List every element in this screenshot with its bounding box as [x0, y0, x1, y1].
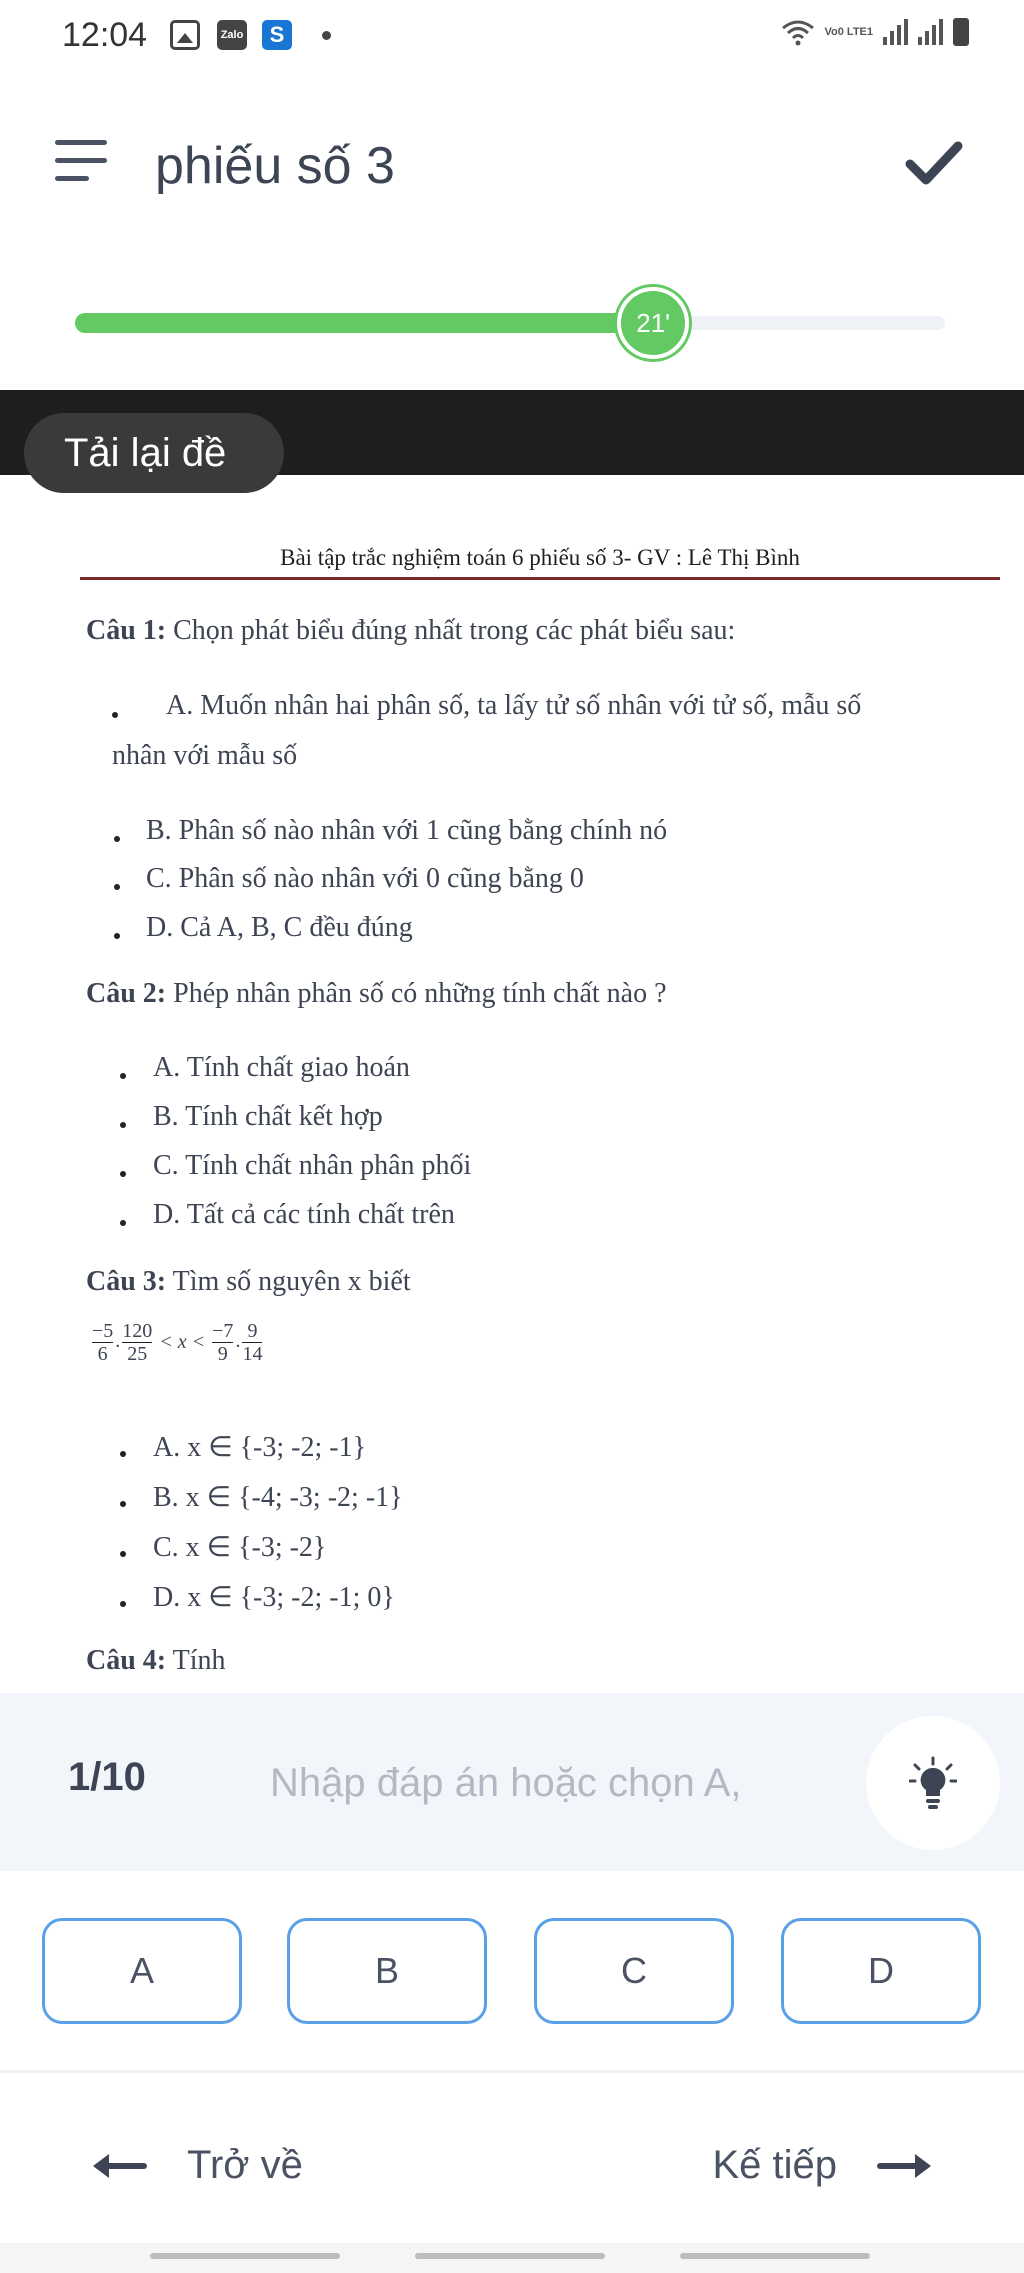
fraction: $\frac{-5}{6}$ — [92, 1320, 114, 1365]
zalo-icon: Zalo — [217, 20, 247, 50]
menu-icon[interactable] — [55, 140, 111, 184]
bullet — [112, 712, 118, 718]
option-a: A. Muốn nhân hai phân số, ta lấy tử số nhân với tử số, mẫu số — [166, 690, 862, 721]
question-text: Tìm số nguyên x biết — [172, 1266, 411, 1297]
fraction: $\frac{9}{14}$ — [242, 1320, 263, 1365]
option-a: A. Tính chất giao hoán — [153, 1052, 410, 1083]
bullet — [114, 884, 120, 890]
back-label: Trở về — [187, 2143, 303, 2187]
timer-progress — [75, 310, 945, 336]
answer-input[interactable] — [270, 1748, 830, 1818]
arrow-left-icon — [95, 2163, 147, 2169]
question-label: Câu 2: — [86, 978, 167, 1009]
status-right — [781, 18, 970, 46]
hint-button[interactable] — [866, 1716, 1000, 1850]
option-d: D. Tất cả các tính chất trên — [153, 1199, 455, 1230]
question-label: Câu 4: — [86, 1645, 167, 1676]
reload-button[interactable]: Tải lại đề — [24, 413, 284, 493]
question-counter: 1/10 — [68, 1755, 146, 1799]
question-text: Tính — [172, 1645, 226, 1676]
bullet — [120, 1073, 126, 1079]
progress-fill — [75, 313, 649, 333]
document-header: Bài tập trắc nghiệm toán 6 phiếu số 3- GV : Lê Thị Bình — [80, 545, 1000, 580]
exercise-document — [80, 545, 1000, 580]
option-b: B. Tính chất kết hợp — [153, 1101, 383, 1132]
fraction: $\frac{120}{25}$ — [122, 1320, 153, 1365]
bullet — [114, 933, 120, 939]
wifi-icon — [781, 18, 815, 46]
option-b: B. x ∈ {-4; -3; -2; -1} — [153, 1482, 403, 1513]
question-label: Câu 3: — [86, 1266, 167, 1297]
lte-icon: Vo0 LTE1 — [824, 26, 873, 38]
lightbulb-icon — [909, 1756, 957, 1812]
status-time: 12:04 — [62, 16, 148, 54]
choice-d-button[interactable]: D — [781, 1918, 981, 2024]
bullet — [120, 1220, 126, 1226]
option-c: C. Tính chất nhân phân phối — [153, 1150, 472, 1181]
inequality-middle: < x < — [159, 1331, 206, 1353]
back-button[interactable] — [95, 2143, 303, 2188]
next-label: Kế tiếp — [712, 2143, 837, 2187]
option-c: C. x ∈ {-3; -2} — [153, 1532, 327, 1563]
next-button[interactable] — [712, 2143, 929, 2188]
question-text: Chọn phát biểu đúng nhất trong các phát biểu sau: — [173, 615, 736, 646]
check-icon[interactable] — [904, 138, 964, 188]
timer-badge: 21' — [617, 287, 689, 359]
status-bar — [0, 0, 1024, 70]
option-b: B. Phân số nào nhân với 1 cũng bằng chính nó — [146, 815, 668, 846]
question-text: Phép nhân phân số có những tính chất nào ? — [173, 978, 667, 1009]
notification-dot-icon — [322, 31, 331, 40]
choice-c-button[interactable]: C — [534, 1918, 734, 2024]
inequality-formula: $\frac{-5}{6}$ . $\frac{120}{25}$ < x < $\frac{-7}{9}$ . $\frac{9}{14}$ — [92, 1320, 263, 1365]
answer-bar — [0, 1693, 1024, 1871]
s-app-icon: S — [262, 20, 292, 50]
choice-b-button[interactable]: B — [287, 1918, 487, 2024]
bullet — [120, 1122, 126, 1128]
page-title: phiếu số 3 — [155, 137, 395, 195]
bullet — [120, 1601, 126, 1607]
gesture-bar — [0, 2243, 1024, 2273]
option-d: D. Cả A, B, C đều đúng — [146, 912, 413, 943]
arrow-right-icon — [877, 2163, 929, 2169]
signal-icon — [883, 19, 908, 45]
bullet — [120, 1171, 126, 1177]
bullet — [120, 1451, 126, 1457]
gallery-icon — [170, 20, 200, 50]
question-label: Câu 1: — [86, 615, 167, 646]
option-d: D. x ∈ {-3; -2; -1; 0} — [153, 1582, 395, 1613]
bottom-nav — [0, 2073, 1024, 2243]
bullet — [120, 1501, 126, 1507]
app-bar — [0, 100, 1024, 230]
option-c: C. Phân số nào nhân với 0 cũng bằng 0 — [146, 863, 584, 894]
bullet — [114, 836, 120, 842]
signal-icon-2 — [918, 19, 943, 45]
choice-buttons — [0, 1871, 1024, 2066]
battery-icon — [953, 18, 969, 46]
option-a: A. x ∈ {-3; -2; -1} — [153, 1432, 367, 1463]
fraction: $\frac{-7}{9}$ — [212, 1320, 234, 1365]
option-a-continued: nhân với mẫu số — [112, 740, 298, 771]
bullet — [120, 1551, 126, 1557]
choice-a-button[interactable]: A — [42, 1918, 242, 2024]
